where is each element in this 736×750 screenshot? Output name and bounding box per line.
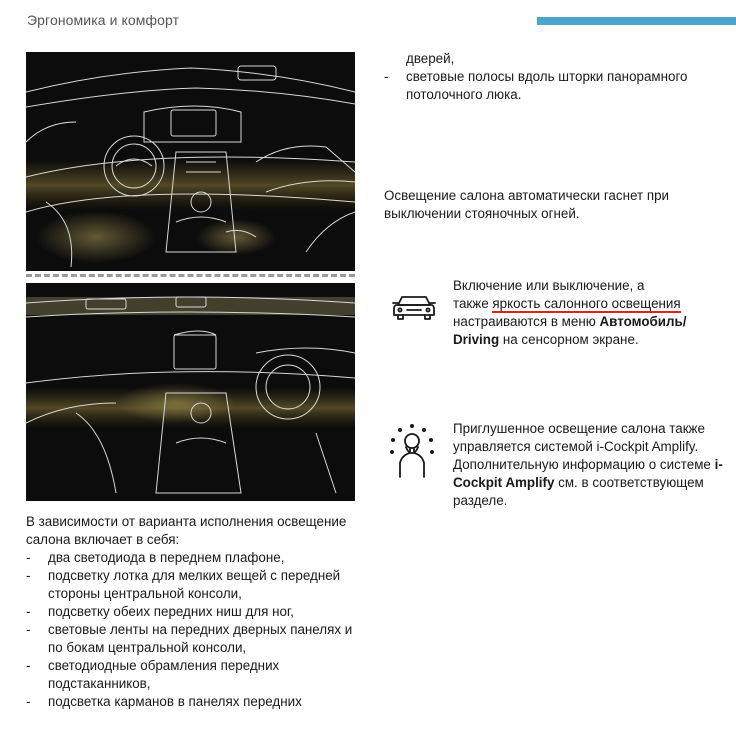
page-section-title: Эргономика и комфорт (27, 12, 180, 28)
list-item: - подсветку лотка для мелких вещей с передней стороны центральной консоли, (26, 567, 356, 603)
left-column-text (26, 513, 356, 711)
highlighted-phrase: яркость салонного освещения (492, 296, 681, 311)
list-item: - подсветка карманов в панелях передних (26, 693, 356, 711)
menu-path: Автомобиль/ Driving (453, 314, 687, 347)
info-line: также (453, 296, 493, 311)
list-item: - световые ленты на передних дверных панелях и по бокам центральной консоли, (26, 621, 356, 657)
car-interior-rear-illustration (26, 283, 355, 501)
car-front-icon (392, 291, 436, 321)
lighting-intro: В зависимости от варианта исполнения освещение салона включает в себя: (26, 514, 347, 547)
header-accent-bar (537, 17, 736, 25)
info-line: на сенсорном экране. (499, 332, 639, 347)
list-item: - светодиодные обрамления передних подстаканников, (26, 657, 356, 693)
right-column-list (384, 50, 724, 104)
system-name: i-Cockpit Amplify (453, 457, 723, 490)
list-item: - световые полосы вдоль шторки панорамного потолочного люка. (384, 68, 724, 104)
auto-off-paragraph: Освещение салона автоматически гаснет при выключении стояночных огней. (384, 188, 670, 221)
info-text: см. в соответствующем разделе. (453, 475, 704, 508)
list-item: - подсветку обеих передних ниш для ног, (26, 603, 356, 621)
car-interior-front-illustration (26, 52, 355, 271)
lighting-list (26, 549, 356, 711)
image-divider (26, 274, 355, 277)
info-text: Дополнительную информацию о системе (453, 457, 715, 472)
info-lighting-settings (453, 277, 723, 349)
person-ambience-icon (388, 423, 436, 479)
list-item: - два светодиода в переднем плафоне, (26, 549, 356, 567)
info-line: Включение или выключение, а (453, 278, 645, 293)
info-line: настраиваются в меню (453, 314, 600, 329)
info-text: Приглушенное освещение салона также управляется системой i-Cockpit Amplify. (453, 421, 705, 454)
info-ambient-lighting (453, 420, 723, 510)
list-continuation: дверей, (406, 51, 455, 66)
